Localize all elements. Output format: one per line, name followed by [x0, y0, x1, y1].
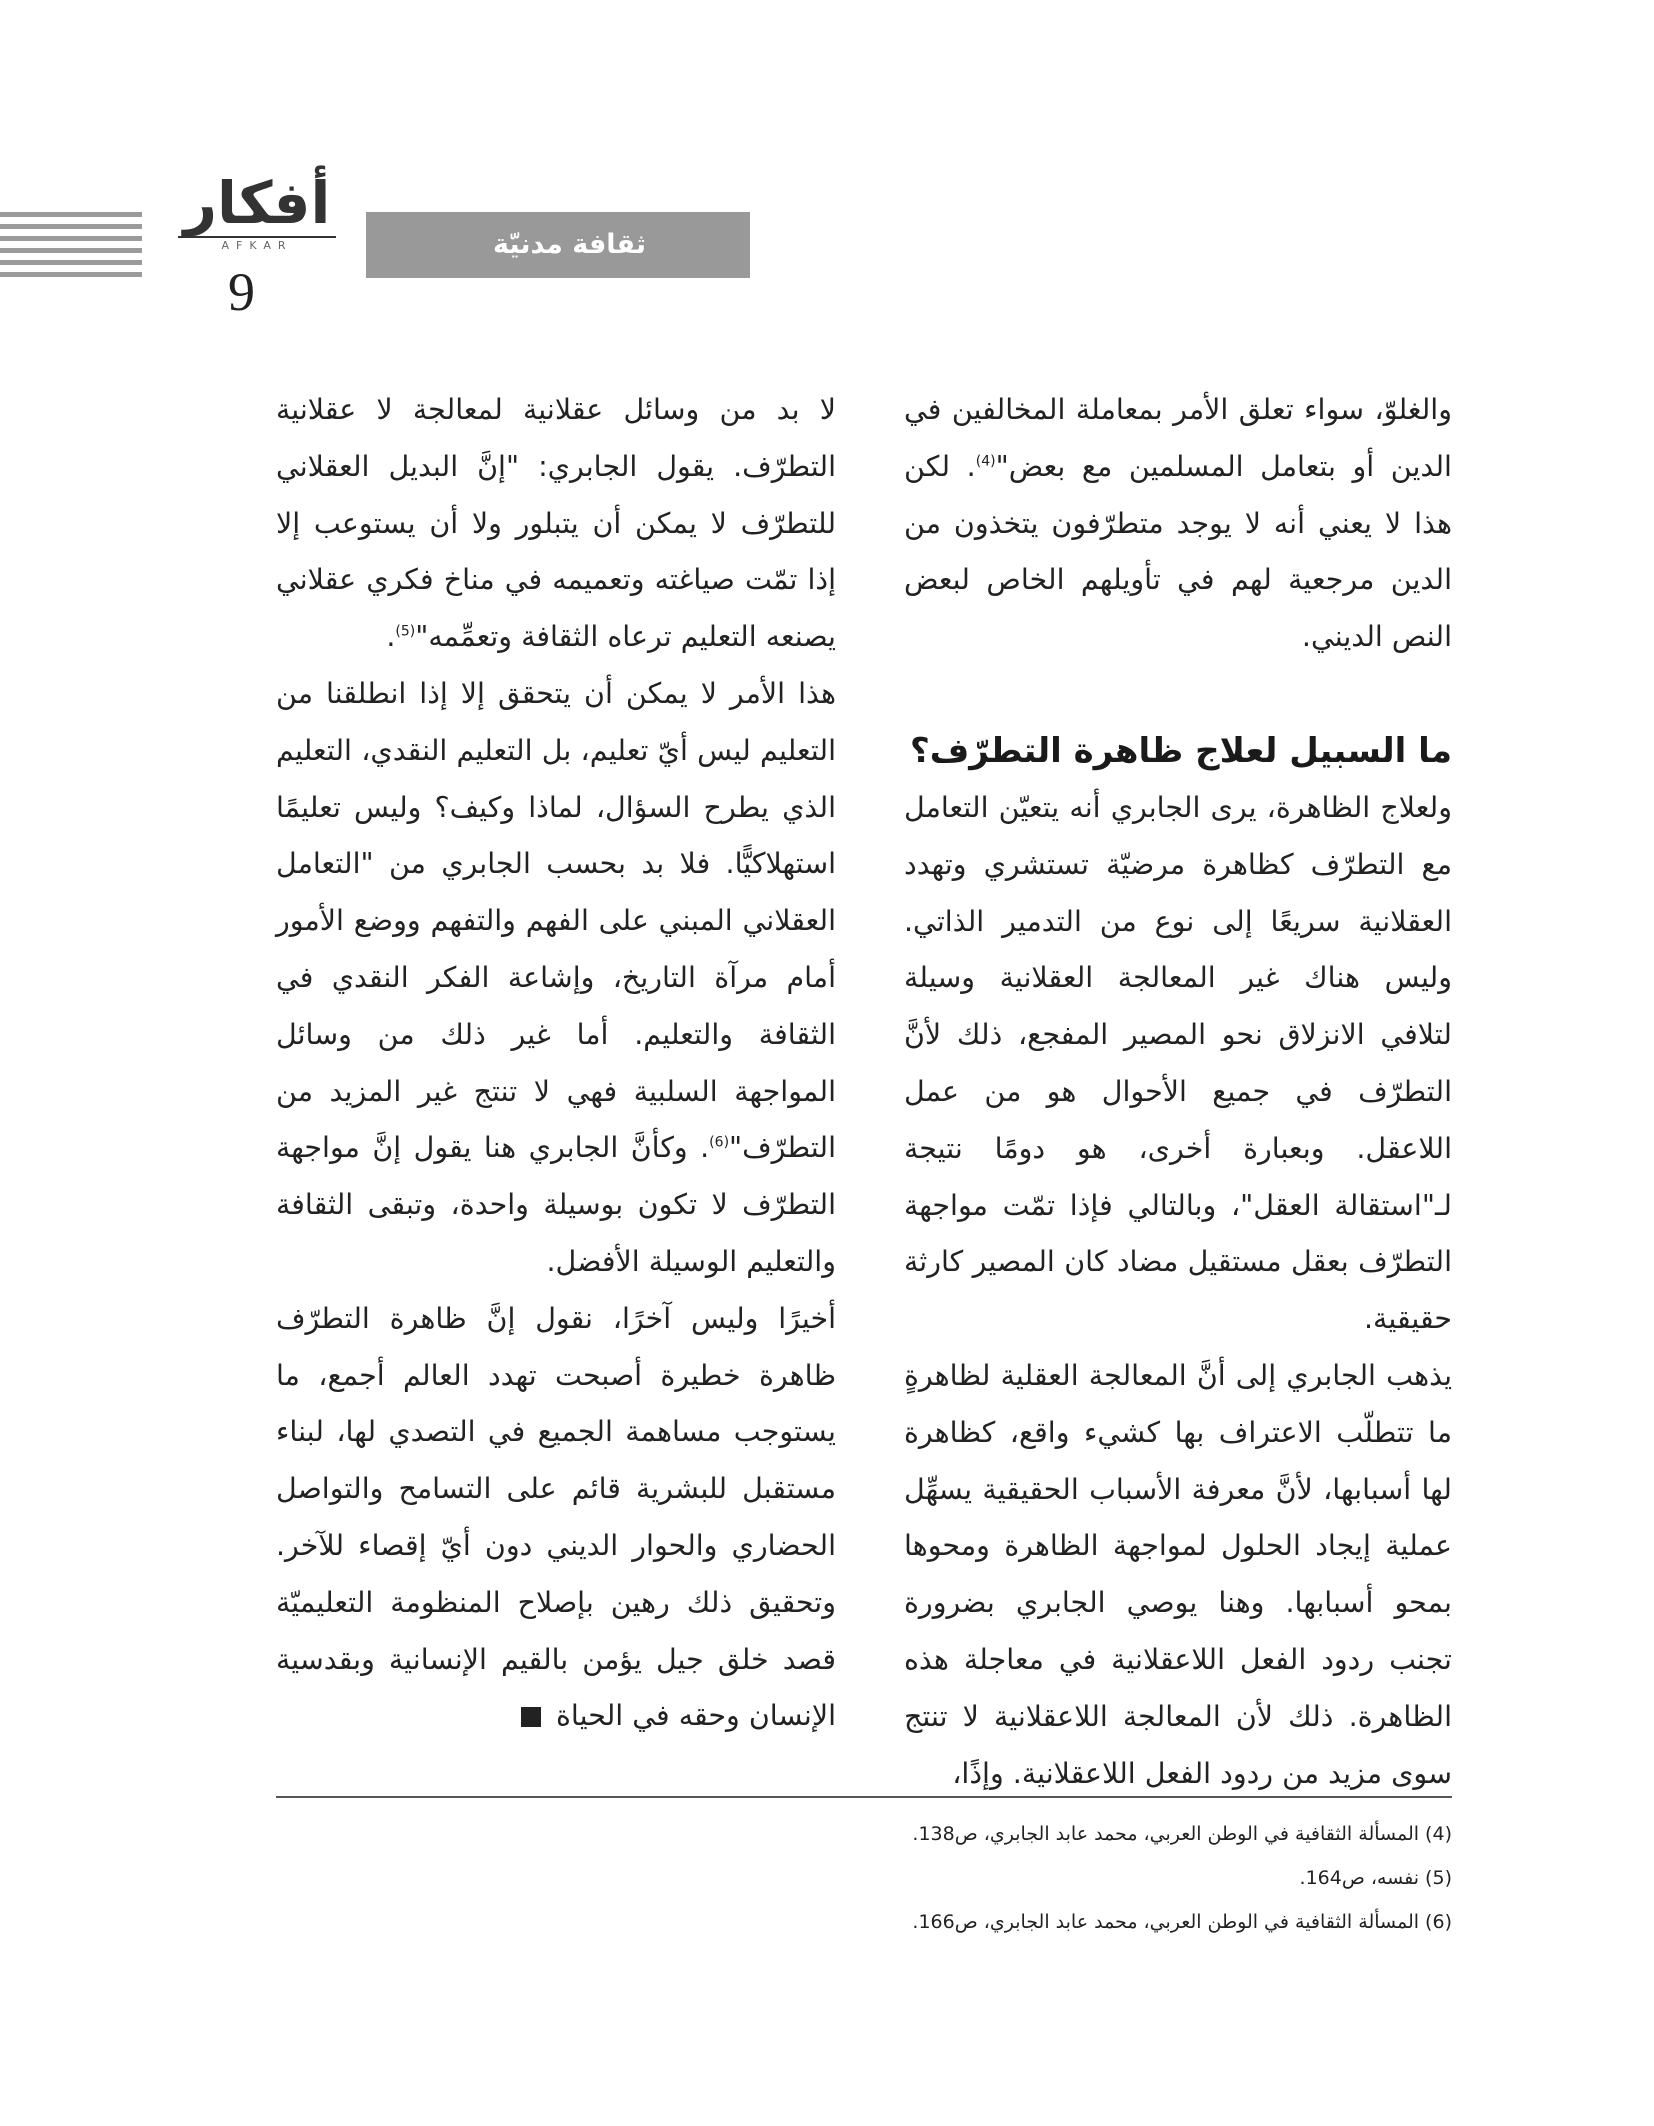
article-column-right [904, 382, 1452, 1802]
magazine-logo [178, 169, 336, 252]
paragraph: ولعلاج الظاهرة، يرى الجابري أنه يتعيّن التعامل مع التطرّف كظاهرة مرضيّة تستشري وتهدد العقلانية سريعًا إلى نوع من التدمير الذاتي. وليس هناك غير المعالجة العقلانية وسيلة لتلافي الانزلاق نحو المصير المفجع، ذلك لأنَّ التطرّف في جميع الأحوال هو من عمل اللاعقل. وبعبارة أخرى، هو دومًا نتيجة لـ"استقالة العقل"، وبالتالي فإذا تمّت مواجهة التطرّف بعقل مستقيل مضاد كان المصير كارثة حقيقية. [904, 790, 1452, 1336]
text-run: . وكأنَّ الجابري هنا يقول إنَّ مواجهة التطرّف لا تكون بوسيلة واحدة، وتبقى الثقافة والتعليم الوسيلة الأفضل. [276, 1131, 836, 1278]
header-stripes [0, 212, 142, 276]
footnote-ref[interactable]: (4) [975, 453, 996, 470]
paragraph [904, 382, 1452, 666]
footnote-item: (6) المسألة الثقافية في الوطن العربي، محمد عابد الجابري، ص166. [912, 1911, 1452, 1933]
logo-arabic: أفكار [183, 169, 331, 237]
section-banner [366, 212, 750, 278]
text-run: والغلوّ، سواء تعلق الأمر بمعاملة المخالفين في الدين أو بتعامل المسلمين مع بعض" [904, 393, 1452, 483]
logo-latin: AFKAR [178, 236, 336, 252]
end-of-article-square-icon [521, 1707, 541, 1727]
article-column-left [276, 382, 836, 1745]
text-run: هذا الأمر لا يمكن أن يتحقق إلا إذا انطلقنا من التعليم ليس أيّ تعليم، بل التعليم النقدي، التعليم الذي يطرح السؤال، لماذا وكيف؟ وليس تعليمًا استهلاكيًّا. فلا بد بحسب الجابري من "التعامل العقلاني المبني على الفهم والتفهم ووضع الأمور أمام مرآة التاريخ، وإشاعة الفكر النقدي في الثقافة والتعليم. أما غير ذلك من وسائل المواجهة السلبية فهي لا تنتج غير المزيد من التطرّف" [276, 676, 836, 1165]
footnote-ref[interactable]: (5) [395, 623, 416, 640]
paragraph: يذهب الجابري إلى أنَّ المعالجة العقلية لظاهرةٍ ما تتطلّب الاعتراف بها كشيء واقع، كظاهرة لها أسبابها، لأنَّ معرفة الأسباب الحقيقية يسهِّل عملية إيجاد الحلول لمواجهة الظاهرة ومحوها بمحو أسبابها. وهنا يوصي الجابري بضرورة تجنب ردود الفعل اللاعقلانية في معاجلة هذه الظاهرة. ذلك لأن المعالجة اللاعقلانية لا تنتج سوى مزيد من ردود الفعل اللاعقلانية. وإذًا، [904, 1358, 1452, 1790]
paragraph [276, 666, 836, 1291]
footnote-divider [276, 1796, 1452, 1798]
footnotes [276, 1812, 1452, 1944]
text-run: . لكن هذا لا يعني أنه لا يوجد متطرّفون يتخذون من الدين مرجعية لهم في تأويلهم الخاص لبعض النص الديني. [904, 449, 1452, 654]
text-run: . [386, 620, 396, 654]
footnote-ref[interactable]: (6) [709, 1134, 730, 1151]
section-heading: ما السبيل لعلاج ظاهرة التطرّف؟ [910, 730, 1452, 771]
paragraph [276, 1291, 836, 1745]
page-number: 9 [228, 262, 255, 322]
section-title: ثقافة مدنيّة [492, 229, 646, 260]
footnote-item: (5) نفسه، ص164. [1299, 1867, 1452, 1889]
text-run: لا بد من وسائل عقلانية لمعالجة لا عقلانية التطرّف. يقول الجابري: "إنَّ البديل العقلاني للتطرّف لا يمكن أن يتبلور ولا أن يستوعب إلا إذا تمّت صياغته وتعميمه في مناخ فكري عقلاني يصنعه التعليم ترعاه الثقافة وتعمِّمه" [276, 393, 836, 654]
footnote-item: (4) المسألة الثقافية في الوطن العربي، محمد عابد الجابري، ص138. [912, 1823, 1452, 1845]
paragraph [276, 382, 836, 666]
text-run: أخيرًا وليس آخرًا، نقول إنَّ ظاهرة التطرّف ظاهرة خطيرة أصبحت تهدد العالم أجمع، ما يستوجب مساهمة الجميع في التصدي لها، لبناء مستقبل للبشرية قائم على التسامح والتواصل الحضاري والحوار الديني دون أيّ إقصاء للآخر. وتحقيق ذلك رهين بإصلاح المنظومة التعليميّة قصد خلق جيل يؤمن بالقيم الإنسانية وبقدسية الإنسان وحقه في الحياة [276, 1301, 836, 1733]
